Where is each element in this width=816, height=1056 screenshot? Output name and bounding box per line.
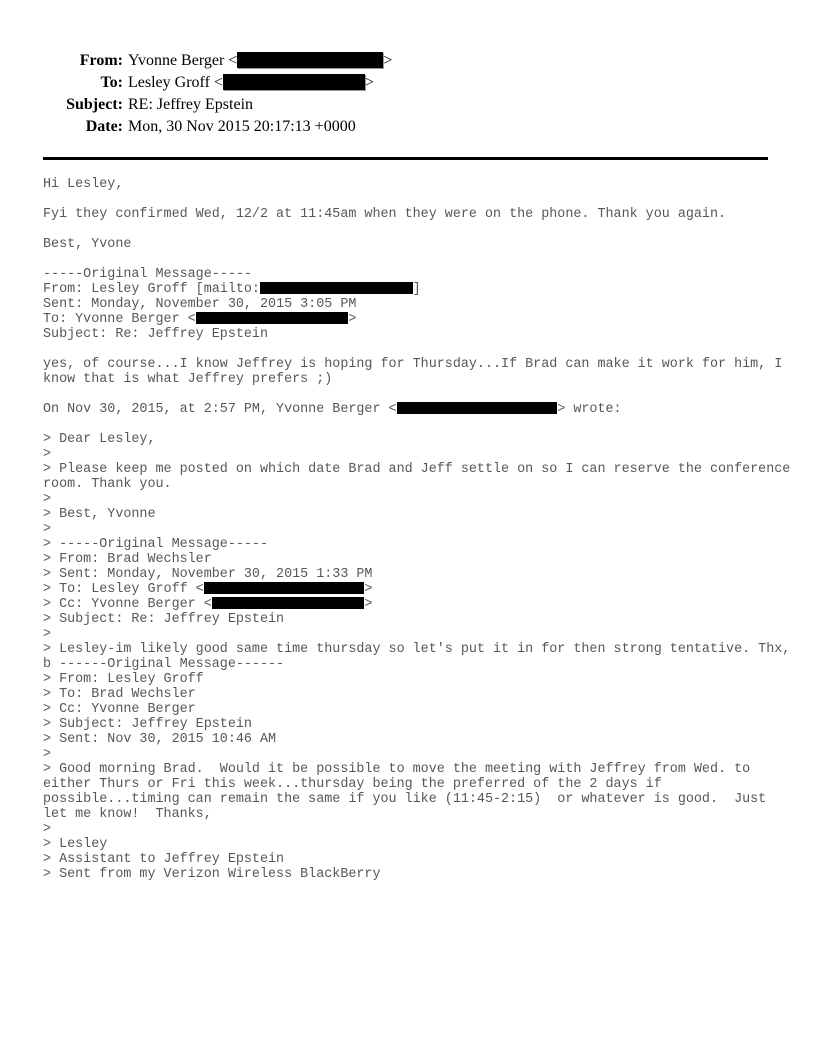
- body-line: either Thurs or Fri this week...thursday being the preferred of the 2 days if: [43, 777, 662, 792]
- body-line: Fyi they confirmed Wed, 12/2 at 11:45am when they were on the phone. Thank you again.: [43, 207, 727, 222]
- email-body: [43, 177, 790, 882]
- header-field-label: To:: [100, 74, 123, 91]
- body-line: [43, 252, 790, 267]
- body-line: Best, Yvone: [43, 237, 132, 252]
- body-line: > Cc: Yvonne Berger: [43, 702, 196, 717]
- body-line: > Assistant to Jeffrey Epstein: [43, 852, 285, 867]
- body-line: >: [43, 627, 52, 642]
- body-line: > Sent: Nov 30, 2015 10:46 AM: [43, 732, 277, 747]
- body-line: > Subject: Re: Jeffrey Epstein: [43, 612, 285, 627]
- body-line: [43, 387, 790, 402]
- body-line: >: [43, 822, 52, 837]
- body-line: possible...timing can remain the same if you like (11:45-2:15) or whatever is good. Just: [43, 792, 767, 807]
- body-line: Subject: Re: Jeffrey Epstein: [43, 327, 268, 342]
- body-line: [43, 192, 790, 207]
- header-field-value: Mon, 30 Nov 2015 20:17:13 +0000: [128, 118, 356, 135]
- body-line: > From: Lesley Groff: [43, 672, 204, 687]
- redaction-box: [237, 52, 383, 68]
- redaction-box: [223, 74, 365, 90]
- body-line: > -----Original Message-----: [43, 537, 268, 552]
- body-line: > From: Brad Wechsler: [43, 552, 212, 567]
- header-field-row: [0, 94, 392, 116]
- body-line: Hi Lesley,: [43, 177, 124, 192]
- header-divider: [43, 157, 768, 160]
- body-line: >: [43, 492, 52, 507]
- body-line: On Nov 30, 2015, at 2:57 PM, Yvonne Berger < > wrote:: [43, 402, 622, 417]
- header-field-label: From:: [79, 52, 123, 69]
- body-line: > Best, Yvonne: [43, 507, 156, 522]
- body-line: b ------Original Message------: [43, 657, 285, 672]
- email-header: [0, 50, 392, 138]
- header-field-label: Subject:: [66, 96, 123, 113]
- header-field-value: Lesley Groff < >: [128, 74, 374, 91]
- header-field-row: [0, 72, 392, 94]
- header-field-label: Date:: [85, 118, 123, 135]
- body-line: know that is what Jeffrey prefers ;): [43, 372, 333, 387]
- header-field-value: Yvonne Berger < >: [128, 52, 393, 69]
- body-line: > To: Lesley Groff < >: [43, 582, 373, 597]
- header-field-row: [0, 116, 392, 138]
- redaction-box: [397, 402, 558, 414]
- body-line: To: Yvonne Berger < >: [43, 312, 357, 327]
- body-line: [43, 417, 790, 432]
- body-line: > Lesley: [43, 837, 108, 852]
- redaction-box: [196, 312, 349, 324]
- redaction-box: [260, 282, 413, 294]
- body-line: >: [43, 747, 52, 762]
- body-line: Sent: Monday, November 30, 2015 3:05 PM: [43, 297, 357, 312]
- body-line: > Sent from my Verizon Wireless BlackBerry: [43, 867, 381, 882]
- body-line: From: Lesley Groff [mailto: ]: [43, 282, 421, 297]
- body-line: > Dear Lesley,: [43, 432, 156, 447]
- body-line: [43, 342, 790, 357]
- body-line: [43, 222, 790, 237]
- body-line: > Please keep me posted on which date Brad and Jeff settle on so I can reserve the conference: [43, 462, 791, 477]
- header-field-row: [0, 50, 392, 72]
- body-line: > Good morning Brad. Would it be possible to move the meeting with Jeffrey from Wed. to: [43, 762, 751, 777]
- body-line: > Sent: Monday, November 30, 2015 1:33 PM: [43, 567, 373, 582]
- body-line: let me know! Thanks,: [43, 807, 212, 822]
- body-line: >: [43, 447, 52, 462]
- body-line: yes, of course...I know Jeffrey is hoping for Thursday...If Brad can make it work for him, I: [43, 357, 783, 372]
- body-line: > Lesley-im likely good same time thursday so let's put it in for then strong tentative. Thx,: [43, 642, 791, 657]
- body-line: >: [43, 522, 52, 537]
- body-line: -----Original Message-----: [43, 267, 252, 282]
- redaction-box: [212, 597, 365, 609]
- header-field-value: RE: Jeffrey Epstein: [128, 96, 254, 113]
- redaction-box: [204, 582, 365, 594]
- body-line: room. Thank you.: [43, 477, 172, 492]
- body-line: > To: Brad Wechsler: [43, 687, 196, 702]
- body-line: > Cc: Yvonne Berger < >: [43, 597, 373, 612]
- body-line: > Subject: Jeffrey Epstein: [43, 717, 252, 732]
